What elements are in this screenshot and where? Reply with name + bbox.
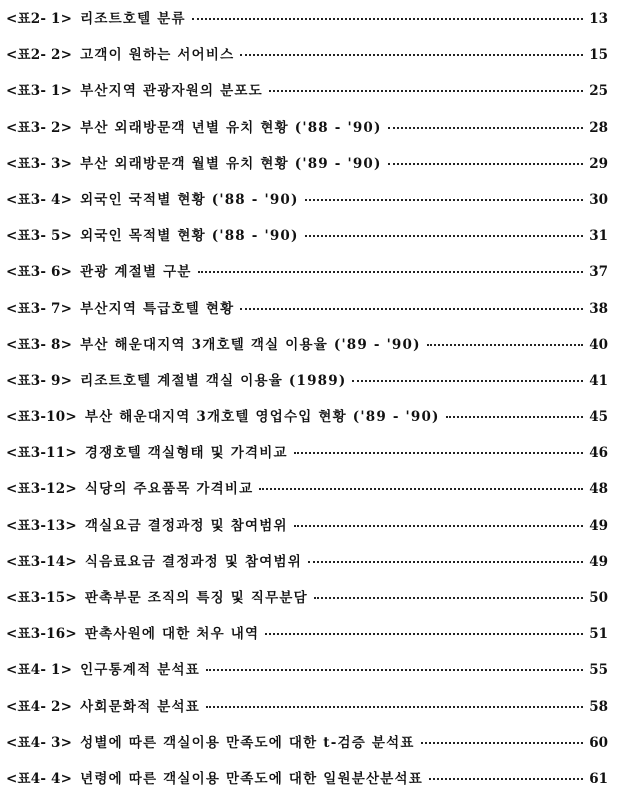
toc-entry: [6, 404, 608, 440]
table-number: <표3- 2>: [6, 119, 73, 136]
table-title: 식음료요금 결정과정 및 참여범위: [84, 553, 302, 570]
table-number: <표2- 1>: [6, 11, 73, 27]
dot-leader: [421, 741, 584, 744]
table-title: 년령에 따른 객실이용 만족도에 대한 일원분산분석표: [80, 770, 423, 787]
table-number: <표3- 5>: [6, 228, 73, 245]
toc-entry: [6, 440, 608, 476]
table-number: <표3-13>: [6, 517, 77, 534]
toc-entry: [6, 549, 608, 585]
page-number: 46: [589, 445, 608, 462]
table-number: <표3-15>: [6, 590, 77, 606]
toc-entry: [6, 657, 608, 693]
toc-entry: [6, 151, 608, 187]
table-number: <표3- 4>: [6, 191, 73, 208]
table-list: [6, 6, 608, 802]
table-title: 부산 외래방문객 월별 유치 현황 ('89 - '90): [80, 155, 382, 172]
dot-leader: [294, 524, 584, 527]
table-title: 부산 외래방문객 년별 유치 현황 ('88 - '90): [80, 119, 382, 136]
table-title: 식당의 주요품목 가격비교: [84, 481, 254, 498]
page-number: 25: [589, 83, 608, 100]
table-title: 판촉사원에 대한 처우 내역: [84, 626, 260, 643]
page-number: 50: [589, 590, 608, 606]
dot-leader: [446, 415, 584, 418]
page-number: 49: [589, 517, 608, 534]
dot-leader: [265, 632, 583, 635]
dot-leader: [192, 17, 583, 20]
page-number: 61: [589, 770, 608, 787]
page-number: 49: [589, 553, 608, 570]
page-number: 40: [589, 336, 608, 353]
dot-leader: [388, 126, 584, 129]
page-number: 60: [589, 734, 608, 751]
toc-entry: [6, 730, 608, 766]
table-title: 객실요금 결정과정 및 참여범위: [84, 517, 288, 534]
table-title: 부산 해운대지역 3개호텔 객실 이용율 ('89 - '90): [80, 336, 421, 353]
table-title: 사회문화적 분석표: [80, 698, 200, 715]
dot-leader: [305, 198, 584, 201]
toc-entry: [6, 513, 608, 549]
toc-entry: [6, 368, 608, 404]
table-title: 리조트호텔 분류: [80, 11, 186, 27]
page-number: 31: [589, 228, 608, 245]
toc-entry: [6, 6, 608, 42]
toc-entry: [6, 42, 608, 78]
dot-leader: [198, 270, 584, 273]
table-number: <표3- 6>: [6, 264, 73, 281]
toc-entry: [6, 296, 608, 332]
table-number: <표3-12>: [6, 481, 77, 498]
table-number: <표3-11>: [6, 445, 77, 462]
toc-entry: [6, 223, 608, 259]
dot-leader: [388, 162, 584, 165]
table-title: 인구통계적 분석표: [80, 662, 200, 679]
dot-leader: [352, 379, 583, 382]
page-number: 30: [589, 191, 608, 208]
table-title: 관광 계절별 구분: [80, 264, 192, 281]
table-title: 고객이 원하는 서어비스: [80, 47, 235, 64]
dot-leader: [240, 53, 583, 56]
page-number: 37: [589, 264, 608, 281]
dot-leader: [429, 777, 583, 780]
page-number: 55: [589, 662, 608, 679]
page-number: 13: [589, 11, 608, 27]
dot-leader: [294, 451, 584, 454]
page-number: 45: [589, 409, 608, 426]
table-number: <표4- 4>: [6, 770, 73, 787]
page-number: 38: [589, 300, 608, 317]
dot-leader: [308, 560, 583, 563]
page-number: 51: [589, 626, 608, 643]
table-title: 외국인 목적별 현황 ('88 - '90): [80, 228, 299, 245]
page-number: 29: [589, 155, 608, 172]
table-number: <표4- 2>: [6, 698, 73, 715]
table-number: <표3-14>: [6, 553, 77, 570]
table-title: 경쟁호텔 객실형태 및 가격비교: [84, 445, 288, 462]
table-number: <표3-10>: [6, 409, 77, 426]
table-number: <표3-16>: [6, 626, 77, 643]
toc-entry: [6, 621, 608, 657]
page-number: 48: [589, 481, 608, 498]
toc-entry: [6, 476, 608, 512]
table-number: <표3- 3>: [6, 155, 73, 172]
dot-leader: [206, 668, 583, 671]
table-number: <표3- 7>: [6, 300, 73, 317]
table-number: <표2- 2>: [6, 47, 73, 64]
toc-entry: [6, 585, 608, 621]
table-title: 리조트호텔 계절별 객실 이용율 (1989): [80, 372, 347, 389]
table-title: 부산지역 관광자원의 분포도: [80, 83, 263, 100]
dot-leader: [206, 705, 583, 708]
table-number: <표3- 8>: [6, 336, 73, 353]
table-title: 판촉부문 조직의 특징 및 직무분담: [84, 590, 308, 606]
dot-leader: [269, 89, 583, 92]
toc-entry: [6, 187, 608, 223]
dot-leader: [305, 234, 584, 237]
toc-entry: [6, 766, 608, 802]
table-title: 외국인 국적별 현황 ('88 - '90): [80, 191, 299, 208]
table-number: <표4- 3>: [6, 734, 73, 751]
toc-entry: [6, 259, 608, 295]
page-number: 41: [589, 372, 608, 389]
toc-entry: [6, 332, 608, 368]
table-number: <표3- 1>: [6, 83, 73, 100]
table-number: <표3- 9>: [6, 372, 73, 389]
page-number: 15: [589, 47, 608, 64]
toc-entry: [6, 115, 608, 151]
table-title: 부산지역 특급호텔 현황: [80, 300, 235, 317]
table-title: 부산 해운대지역 3개호텔 영업수입 현황 ('89 - '90): [84, 409, 440, 426]
table-title: 성별에 따른 객실이용 만족도에 대한 t-검증 분석표: [80, 734, 415, 751]
dot-leader: [259, 487, 583, 490]
page-number: 58: [589, 698, 608, 715]
table-number: <표4- 1>: [6, 662, 73, 679]
toc-entry: [6, 694, 608, 730]
toc-entry: [6, 78, 608, 114]
dot-leader: [240, 307, 583, 310]
dot-leader: [427, 343, 584, 346]
dot-leader: [314, 596, 583, 599]
page-number: 28: [589, 119, 608, 136]
